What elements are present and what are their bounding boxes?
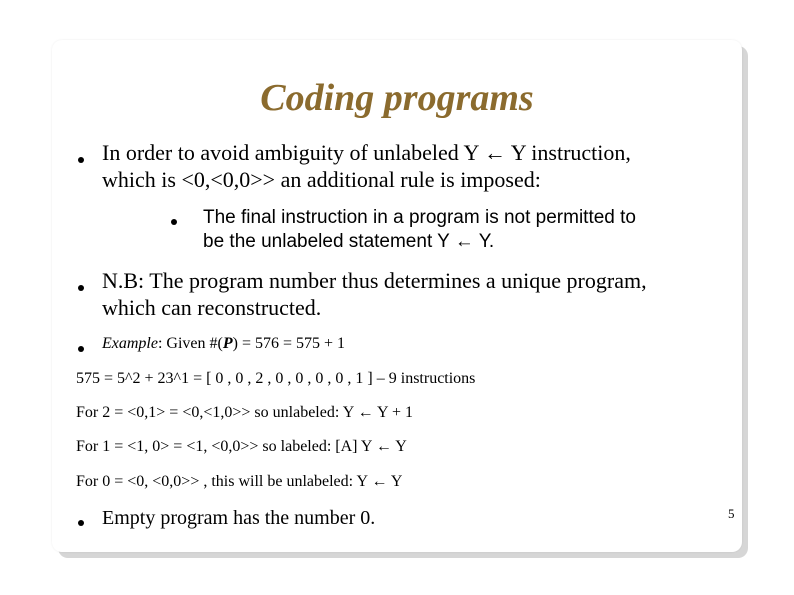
sub-bullet-line-2: be the unlabeled statement Y ← Y. (203, 231, 495, 252)
slide-title: Coding programs (260, 77, 534, 119)
calc-line-1: 575 = 5^2 + 23^1 = [ 0 , 0 , 2 , 0 , 0 , 0 , 0 , 1 ] – 9 instructions (76, 370, 476, 387)
bullet-4-text: Empty program has the number 0. (102, 507, 376, 529)
program-p: P (222, 335, 233, 352)
example-text-pre: : Given #( (157, 335, 223, 352)
bullet-1-line-2: which is <0,<0,0>> an additional rule is imposed: (102, 167, 541, 192)
bullet-dot (78, 157, 84, 163)
sub-bullet-line-1: The final instruction in a program is not permitted to (203, 207, 636, 228)
example-text-post: ) = 576 = 575 + 1 (232, 335, 346, 352)
sub-bullet-dot (171, 219, 177, 225)
bullet-dot (78, 285, 84, 291)
calc-line-3: For 1 = <1, 0> = <1, <0,0>> so labeled: [A] Y ← Y (76, 438, 407, 455)
calc-line-4: For 0 = <0, <0,0>> , this will be unlabeled: Y ← Y (76, 473, 403, 490)
bullet-dot (78, 346, 84, 352)
calc-line-2: For 2 = <0,1> = <0,<1,0>> so unlabeled: Y ← Y + 1 (76, 404, 414, 421)
example-label: Example (102, 335, 158, 352)
bullet-dot (78, 520, 84, 526)
bullet-2-line-2: which can reconstructed. (102, 295, 322, 320)
bullet-2-line-1: N.B: The program number thus determines a unique program, (102, 268, 647, 293)
bullet-1-line-1: In order to avoid ambiguity of unlabeled Y ← Y instruction, (102, 140, 631, 165)
page-number: 5 (728, 506, 735, 521)
bullet-3-example (102, 334, 345, 354)
